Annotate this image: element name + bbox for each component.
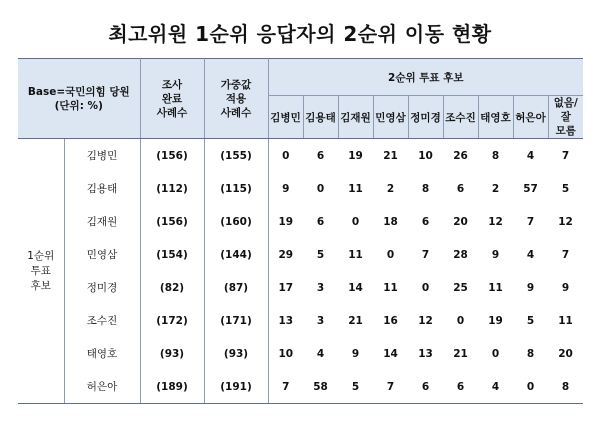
percent-cell: 20 <box>453 215 468 228</box>
table-row <box>18 172 583 205</box>
percent-cell: 5 <box>316 248 325 261</box>
percent-cell: 12 <box>488 215 503 228</box>
table-row <box>18 205 583 238</box>
percent-cell: 3 <box>316 314 325 327</box>
candidate-header: 정미경 <box>408 96 443 139</box>
weighted-count-cell: (87) <box>204 271 268 304</box>
percent-cell: 16 <box>383 314 398 327</box>
percent-cell: 7 <box>268 370 303 404</box>
table-row <box>18 370 583 404</box>
weighted-count-cell: (155) <box>204 139 268 173</box>
percent-cell: 19 <box>348 149 363 162</box>
survey-count-cell: (93) <box>140 337 204 370</box>
group-label-line: 투표 <box>30 264 51 277</box>
row-candidate-name: 조수진 <box>64 304 140 337</box>
percent-cell: 17 <box>278 281 294 294</box>
candidate-header: 김용태 <box>303 96 338 139</box>
percent-cell: 8 <box>421 182 430 195</box>
percent-cell: 9 <box>351 347 360 360</box>
percent-cell: 9 <box>526 281 535 294</box>
candidate-header: 김병민 <box>268 96 303 139</box>
percent-cell: 9 <box>561 281 570 294</box>
percent-cell: 5 <box>526 314 535 327</box>
percent-cell: 11 <box>488 281 503 294</box>
row-candidate-name: 정미경 <box>64 271 140 304</box>
candidate-header: 민영삼 <box>373 96 408 139</box>
percent-cell: 2 <box>386 182 395 195</box>
weighted-count-header <box>204 59 268 139</box>
percent-cell: 4 <box>316 347 325 360</box>
row-candidate-name: 김용태 <box>64 172 140 205</box>
percent-cell: 28 <box>453 248 468 261</box>
survey-count-line: 완료 <box>161 92 183 105</box>
percent-cell: 2 <box>491 182 500 195</box>
row-candidate-name: 허은아 <box>64 370 140 404</box>
weighted-count-line: 가중값 <box>220 78 252 91</box>
percent-cell: 6 <box>316 215 325 228</box>
percent-cell: 21 <box>453 347 468 360</box>
weighted-count-cell: (160) <box>204 205 268 238</box>
survey-count-cell: (112) <box>140 172 204 205</box>
percent-cell: 7 <box>526 215 535 228</box>
percent-cell: 5 <box>338 370 373 404</box>
percent-cell: 7 <box>373 370 408 404</box>
first-choice-group-label <box>18 139 64 404</box>
percent-cell: 11 <box>558 314 573 327</box>
none-header-line: 없음/ <box>553 97 578 109</box>
candidate-header: 태영호 <box>478 96 513 139</box>
weighted-count-cell: (93) <box>204 337 268 370</box>
percent-cell: 0 <box>456 314 465 327</box>
weighted-count-cell: (191) <box>204 370 268 404</box>
percent-cell: 12 <box>418 314 433 327</box>
percent-cell: 6 <box>456 182 465 195</box>
percent-cell: 10 <box>278 347 294 360</box>
survey-count-cell: (82) <box>140 271 204 304</box>
survey-count-line: 사례수 <box>156 106 188 119</box>
percent-cell: 5 <box>561 182 570 195</box>
page-title: 최고위원 1순위 응답자의 2순위 이동 현황 <box>108 22 492 46</box>
percent-cell: 29 <box>278 248 294 261</box>
percent-cell: 0 <box>421 281 430 294</box>
survey-count-cell: (156) <box>140 139 204 173</box>
row-candidate-name: 태영호 <box>64 337 140 370</box>
survey-count-cell: (156) <box>140 205 204 238</box>
group-label-line: 1순위 <box>27 249 55 262</box>
second-choice-header: 2순위 투표 후보 <box>268 59 583 96</box>
none-header <box>548 96 583 139</box>
percent-cell: 57 <box>523 182 538 195</box>
percent-cell: 0 <box>351 215 360 228</box>
percent-cell: 7 <box>421 248 430 261</box>
percent-cell: 13 <box>418 347 433 360</box>
percent-cell: 6 <box>316 149 325 162</box>
percent-cell: 14 <box>348 281 363 294</box>
percent-cell: 58 <box>303 370 338 404</box>
weighted-count-line: 적용 <box>225 92 247 105</box>
percent-cell: 9 <box>491 248 500 261</box>
weighted-count-cell: (144) <box>204 238 268 271</box>
percent-cell: 0 <box>386 248 395 261</box>
second-choice-table <box>18 58 583 404</box>
percent-cell: 21 <box>348 314 363 327</box>
base-header-cell <box>18 59 140 139</box>
none-header-line: 잘 <box>560 111 571 123</box>
weighted-count-cell: (171) <box>204 304 268 337</box>
percent-cell: 20 <box>558 347 573 360</box>
percent-cell: 4 <box>526 149 535 162</box>
percent-cell: 0 <box>513 370 548 404</box>
percent-cell: 8 <box>548 370 583 404</box>
survey-count-line: 조사 <box>161 78 183 91</box>
base-label: Base=국민의힘 당원 <box>27 85 130 98</box>
survey-count-header <box>140 59 204 139</box>
percent-cell: 0 <box>282 149 290 162</box>
percent-cell: 8 <box>526 347 535 360</box>
percent-cell: 14 <box>383 347 398 360</box>
candidate-header: 조수진 <box>443 96 478 139</box>
survey-count-cell: (154) <box>140 238 204 271</box>
table-row <box>18 271 583 304</box>
percent-cell: 8 <box>491 149 500 162</box>
percent-cell: 11 <box>348 182 363 195</box>
survey-count-cell: (189) <box>140 370 204 404</box>
row-candidate-name: 김재원 <box>64 205 140 238</box>
unit-label: (단위: %) <box>54 99 103 112</box>
weighted-count-line: 사례수 <box>220 106 252 119</box>
percent-cell: 11 <box>348 248 363 261</box>
group-label-line: 후보 <box>30 279 51 292</box>
percent-cell: 21 <box>383 149 398 162</box>
candidate-header: 허은아 <box>513 96 548 139</box>
percent-cell: 13 <box>278 314 294 327</box>
candidate-header: 김재원 <box>338 96 373 139</box>
percent-cell: 7 <box>561 149 570 162</box>
row-candidate-name: 김병민 <box>64 139 140 173</box>
percent-cell: 26 <box>453 149 468 162</box>
survey-count-cell: (172) <box>140 304 204 337</box>
percent-cell: 9 <box>282 182 290 195</box>
percent-cell: 4 <box>478 370 513 404</box>
percent-cell: 3 <box>316 281 325 294</box>
percent-cell: 6 <box>421 215 430 228</box>
percent-cell: 11 <box>383 281 398 294</box>
percent-cell: 7 <box>561 248 570 261</box>
percent-cell: 0 <box>491 347 500 360</box>
table-row <box>18 304 583 337</box>
percent-cell: 0 <box>316 182 325 195</box>
percent-cell: 25 <box>453 281 468 294</box>
percent-cell: 19 <box>488 314 503 327</box>
weighted-count-cell: (115) <box>204 172 268 205</box>
percent-cell: 6 <box>408 370 443 404</box>
table-row <box>18 238 583 271</box>
none-header-line: 모름 <box>555 125 576 137</box>
table-row <box>18 337 583 370</box>
percent-cell: 10 <box>418 149 433 162</box>
table-row <box>18 139 583 173</box>
percent-cell: 19 <box>278 215 294 228</box>
row-candidate-name: 민영삼 <box>64 238 140 271</box>
percent-cell: 12 <box>558 215 573 228</box>
percent-cell: 4 <box>526 248 535 261</box>
percent-cell: 18 <box>383 215 398 228</box>
percent-cell: 6 <box>443 370 478 404</box>
